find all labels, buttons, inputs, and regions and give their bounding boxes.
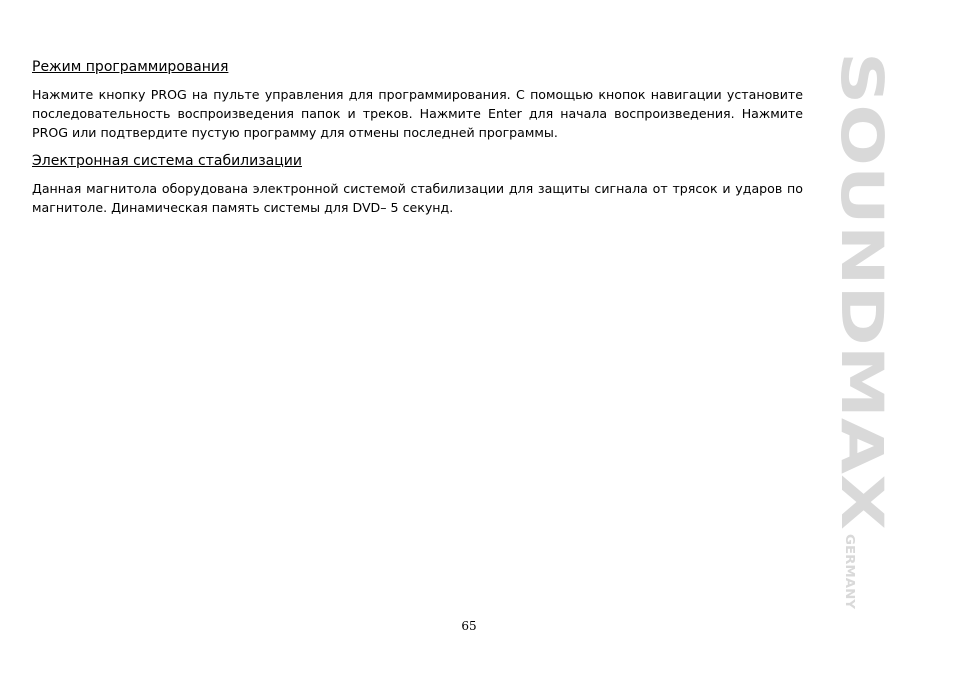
page-number: 65 <box>461 619 477 633</box>
section-heading-stabilization: Электронная система стабилизации <box>32 153 302 169</box>
section-body-stabilization: Данная магнитола оборудована электронной системой стабилизации для защиты сигнала от трясок и ударов по магнитоле. Динамическая память системы для DVD– 5 секунд. <box>32 181 803 215</box>
section-body-programming: Нажмите кнопку PROG на пульте управления для программирования. С помощью кнопок навигации установите последовательность воспроизведения папок и треков. Нажмите Enter для начала воспроизведения. Нажмите PROG или подтвердите пустую программу для отмены последней программы. <box>32 87 803 140</box>
document-content <box>32 58 803 223</box>
section-heading-programming: Режим программирования <box>32 59 229 75</box>
soundmax-logo <box>828 50 908 620</box>
brand-name: SOUNDMAX <box>828 52 896 435</box>
brand-subtitle: GERMANY <box>843 534 857 602</box>
